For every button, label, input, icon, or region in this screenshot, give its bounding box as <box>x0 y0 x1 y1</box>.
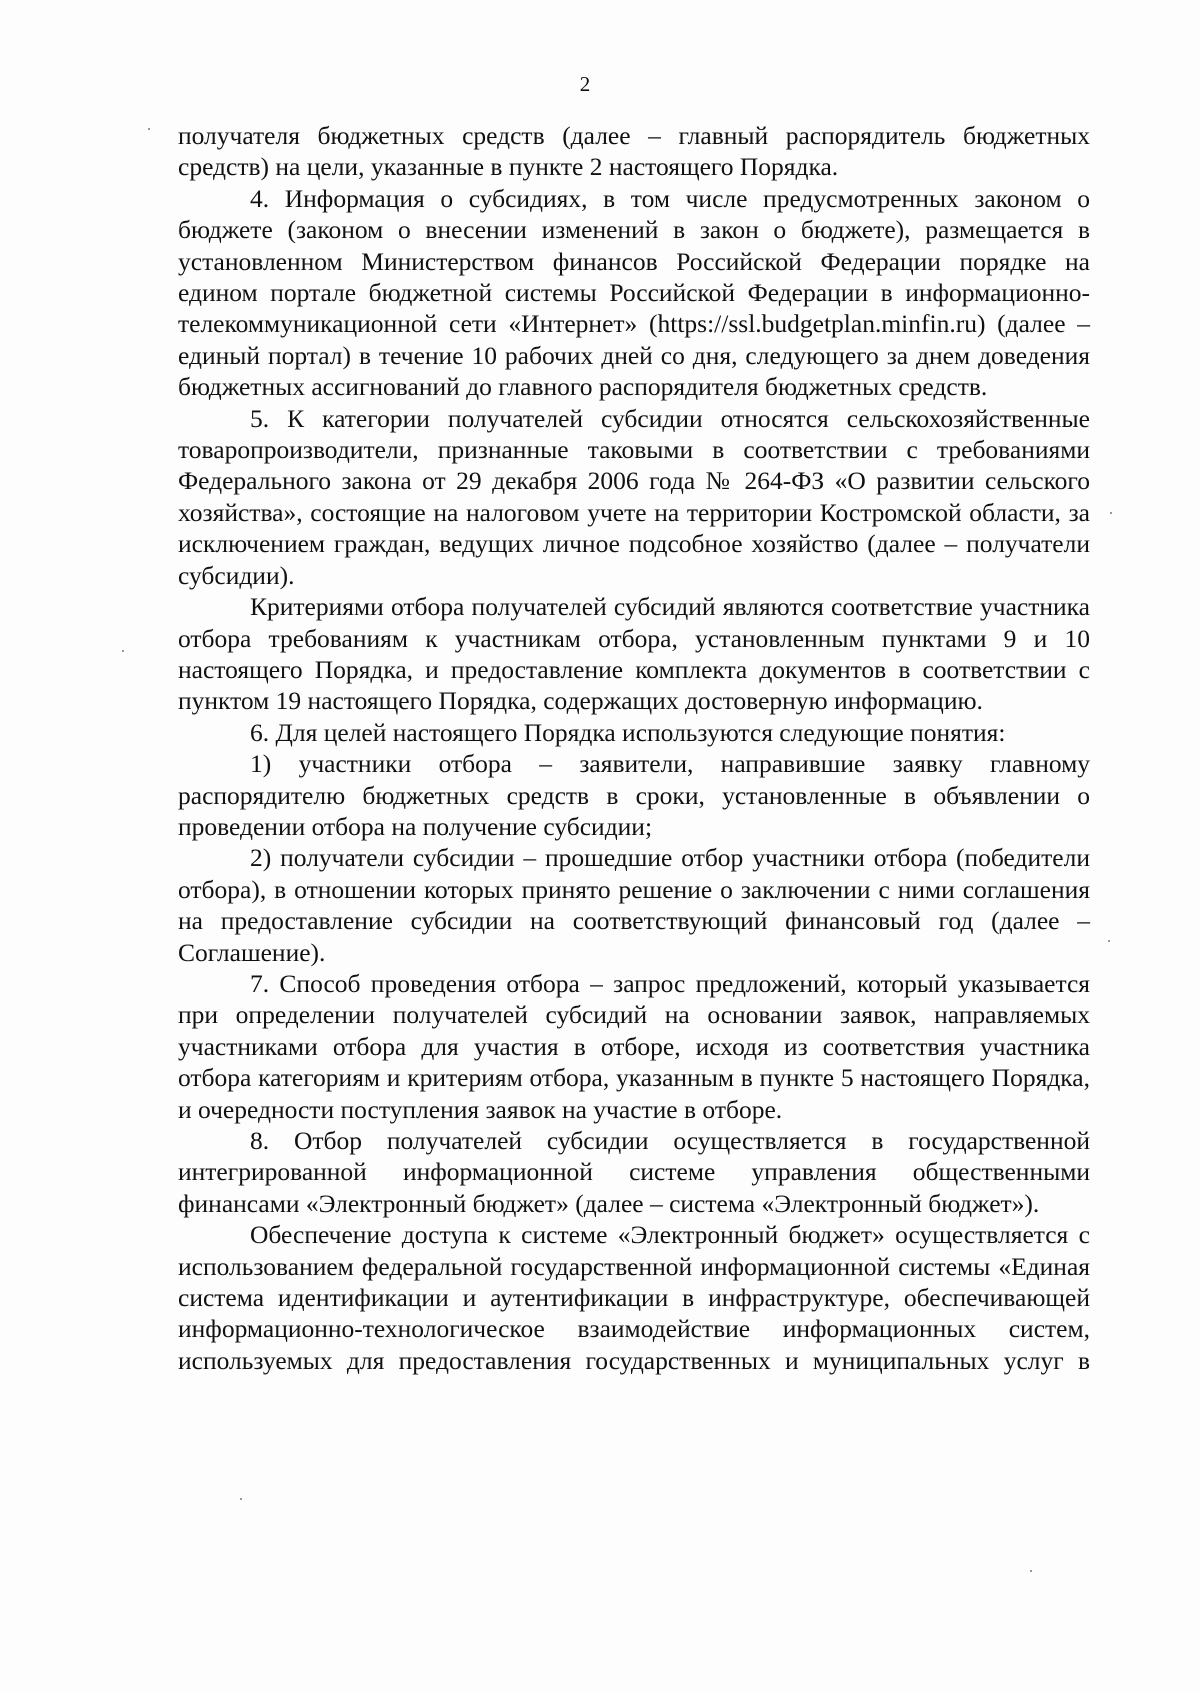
scan-speck <box>1030 1570 1032 1572</box>
scan-speck <box>1108 940 1110 942</box>
paragraph-continuation: получателя бюджетных средств (далее – главный распорядитель бюджетных средств) на цели, указанные в пункте 2 настоящего Порядка. <box>178 121 1090 182</box>
paragraph-item-8-access: Обеспечение доступа к системе «Электронный бюджет» осуществляется с использованием федеральной государственной информационной системы «Единая система идентификации и аутентификации в инфраструктуре, обеспечивающей информационно-технологическое взаимодействие информационных систем, используемых для предоставления государственных и муниципальных услуг в <box>178 1220 1090 1375</box>
scan-speck <box>1110 512 1112 514</box>
paragraph-item-5: 5. К категории получателей субсидии относятся сельскохозяйственные товаропроизводители, признанные таковыми в соответствии с требованиями Федерального закона от 29 декабря 2006 года № 264-ФЗ «О развитии сельского хозяйства», состоящие на налоговом учете на территории Костромской области, за исключением граждан, ведущих личное подсобное хозяйство (далее – получатели субсидии). <box>178 403 1090 590</box>
page-number: 2 <box>579 72 591 96</box>
scan-speck <box>240 1498 242 1500</box>
paragraph-item-5-criteria: Критериями отбора получателей субсидий являются соответствие участника отбора требованиям к участникам отбора, установленным пунктами 9 и 10 настоящего Порядка, и предоставление комплекта документов в соответствии с пунктом 19 настоящего Порядка, содержащих достоверную информацию. <box>178 592 1090 716</box>
document-body <box>178 120 1090 1376</box>
paragraph-item-8: 8. Отбор получателей субсидии осуществляется в государственной интегрированной информационной системе управления общественными финансами «Электронный бюджет» (далее – система «Электронный бюджет»). <box>178 1126 1090 1218</box>
paragraph-item-6: 6. Для целей настоящего Порядка используются следующие понятия: <box>250 717 1006 747</box>
scan-speck <box>148 128 150 130</box>
paragraph-item-6-1: 1) участники отбора – заявители, направившие заявку главному распорядителю бюджетных средств в сроки, установленные в объявлении о проведении отбора на получение субсидии; <box>178 749 1090 841</box>
paragraph-item-7: 7. Способ проведения отбора – запрос предложений, который указывается при определении получателей субсидий на основании заявок, направляемых участниками отбора для участия в отборе, исходя из соответствия участника отбора категориям и критериям отбора, указанным в пункте 5 настоящего Порядка, и очередности поступления заявок на участие в отборе. <box>178 968 1090 1124</box>
paragraph-item-6-2: 2) получатели субсидии – прошедшие отбор участники отбора (победители отбора), в отношении которых принято решение о заключении с ними соглашения на предоставление субсидии на соответствующий финансовый год (далее – Соглашение). <box>178 843 1090 967</box>
paragraph-item-4: 4. Информация о субсидиях, в том числе предусмотренных законом о бюджете (законом о внесении изменений в закон о бюджете), размещается в установленном Министерством финансов Российской Федерации порядке на едином портале бюджетной системы Российской Федерации в информационно-телекоммуникационной сети «Интернет» (https://ssl.budgetplan.minfin.ru) (далее – единый портал) в течение 10 рабочих дней со дня, следующего за днем доведения бюджетных ассигнований до главного распорядителя бюджетных средств. <box>178 183 1090 402</box>
scan-speck <box>122 650 124 652</box>
